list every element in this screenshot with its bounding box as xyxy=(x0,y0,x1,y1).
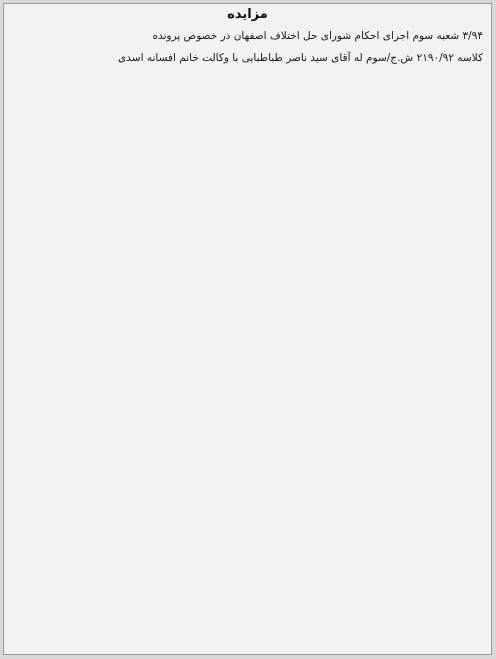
notice-document xyxy=(3,3,492,655)
notice-body xyxy=(4,24,491,69)
notice-title: مزایده xyxy=(227,7,268,22)
notice-line: کلاسه ۲۱۹۰/۹۲ ش.ج/سوم له آقای سید ناصر طباطبایی با وکالت خانم افسانه اسدی xyxy=(118,51,483,64)
notice-line: ۳/۹۴ شعبه سوم اجرای احکام شورای حل اختلاف اصفهان در خصوص پرونده xyxy=(152,30,483,42)
